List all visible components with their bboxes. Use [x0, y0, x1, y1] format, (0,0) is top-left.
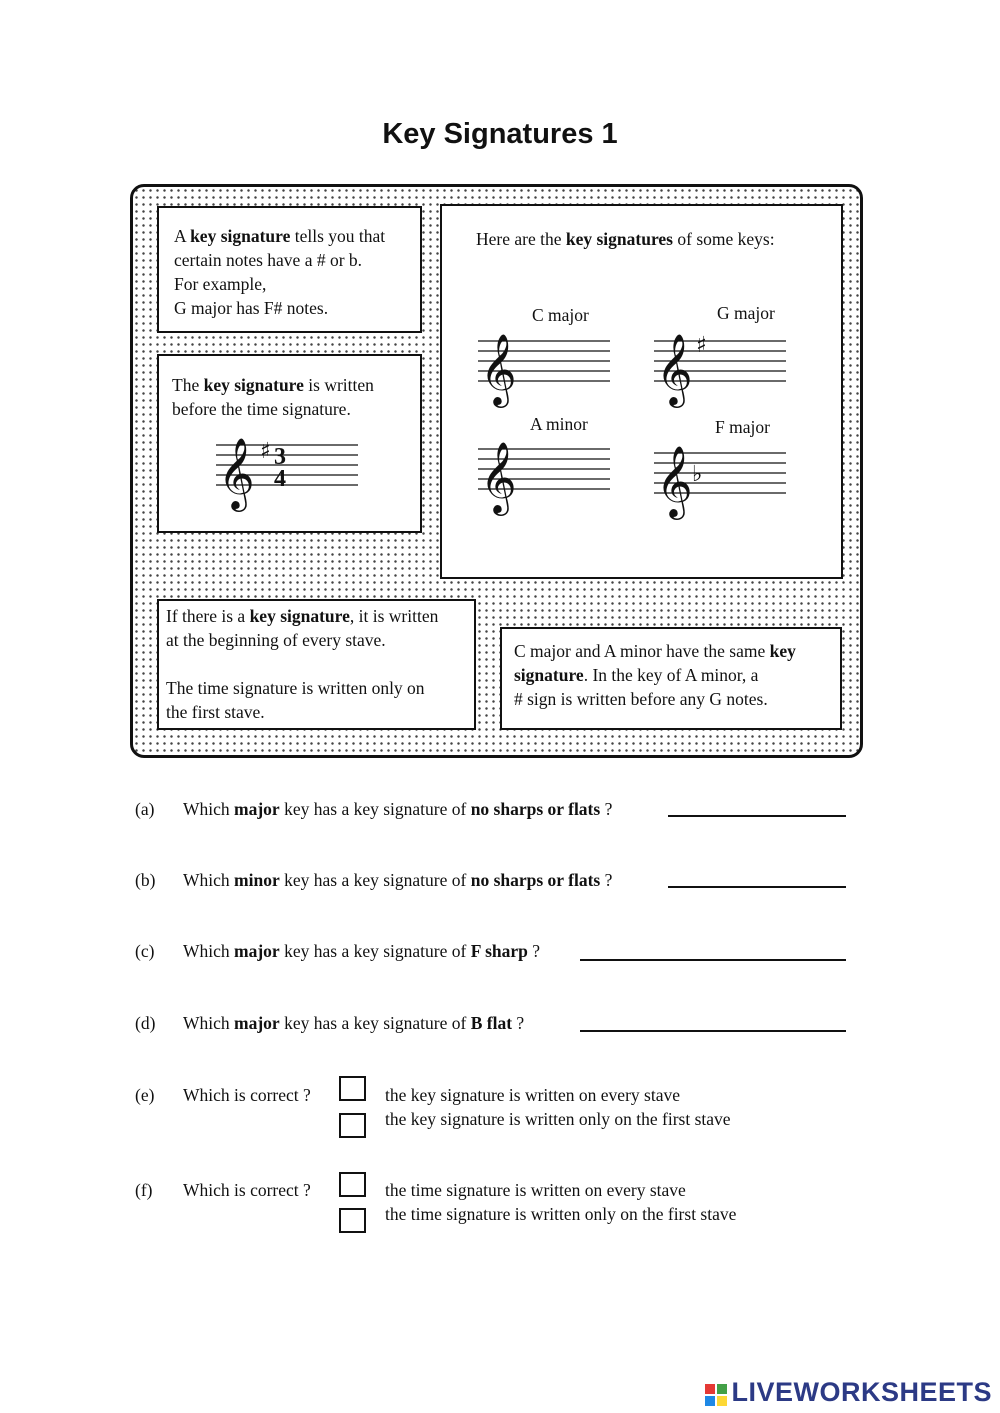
checkbox-f-first-stave[interactable] — [339, 1208, 366, 1233]
text: of some keys: — [673, 229, 775, 249]
staff-with-time-signature — [214, 428, 360, 513]
staff-label-f-major: F major — [715, 417, 770, 437]
question-label: (e) — [135, 1085, 155, 1105]
bold-term: major — [234, 799, 280, 819]
staff-label-c-major: C major — [532, 305, 589, 325]
text: Which — [183, 1013, 235, 1033]
staff-c-major — [476, 322, 612, 407]
text: key has a key signature of — [279, 870, 471, 890]
option-label: the time signature is written on every stave — [385, 1180, 686, 1200]
text-line: The time signature is written only on — [166, 678, 425, 698]
text: If there is a — [166, 606, 250, 626]
treble-clef-icon: 𝄞 — [480, 440, 517, 513]
flat-icon: ♭ — [692, 462, 703, 487]
text: A — [174, 226, 191, 246]
bold-term: major — [234, 941, 280, 961]
time-signature-bottom: 4 — [274, 466, 286, 492]
text: key has a key signature of — [279, 1013, 471, 1033]
question-label: (f) — [135, 1180, 153, 1200]
question-label: (b) — [135, 870, 156, 890]
treble-clef-icon: 𝄞 — [656, 332, 693, 405]
sharp-icon: ♯ — [696, 333, 707, 358]
time-signature-top: 3 — [274, 444, 286, 470]
bold-term: key signature — [190, 226, 291, 246]
text: is written — [303, 375, 374, 395]
text: The — [172, 375, 204, 395]
answer-field-b[interactable] — [668, 886, 846, 888]
text: . In the key of A minor, a — [583, 665, 759, 685]
bold-term: signature — [514, 665, 584, 685]
staff-f-major — [652, 434, 788, 519]
text-line: certain notes have a # or b. — [174, 250, 363, 270]
text: ? — [512, 1013, 525, 1033]
treble-clef-icon: 𝄞 — [218, 436, 255, 509]
text: , it is written — [349, 606, 439, 626]
staff-g-major — [652, 322, 788, 407]
checkbox-e-every-stave[interactable] — [339, 1076, 366, 1101]
bold-term: key signature — [249, 606, 350, 626]
staff-a-minor — [476, 430, 612, 515]
question-label: (a) — [135, 799, 155, 819]
bold-term: minor — [234, 870, 280, 890]
text: ? — [527, 941, 541, 961]
answer-field-c[interactable] — [580, 959, 846, 961]
option-label: the key signature is written on every stave — [385, 1085, 680, 1105]
logo-text: LIVEWORKSHEETS — [731, 1377, 992, 1407]
text-line: before the time signature. — [172, 399, 351, 419]
option-label: the key signature is written only on the first stave — [385, 1109, 731, 1129]
question-label: (d) — [135, 1013, 156, 1033]
treble-clef-icon: 𝄞 — [480, 332, 517, 405]
text: C major and A minor have the same — [514, 641, 770, 661]
option-label: the time signature is written only on the first stave — [385, 1204, 737, 1224]
text: ? — [600, 799, 613, 819]
treble-clef-icon: 𝄞 — [656, 444, 693, 517]
question-text: Which is correct ? — [183, 1085, 311, 1105]
bold-term: B flat — [470, 1013, 513, 1033]
bold-term: key signatures — [565, 229, 673, 249]
bold-term: major — [234, 1013, 280, 1033]
text: Which — [183, 870, 235, 890]
text: Which — [183, 941, 235, 961]
text: ? — [600, 870, 613, 890]
sharp-icon: ♯ — [260, 439, 271, 464]
bold-term: no sharps or flats — [470, 870, 601, 890]
liveworksheets-logo — [705, 1377, 992, 1408]
text-line: For example, — [174, 274, 267, 294]
checkbox-f-every-stave[interactable] — [339, 1172, 366, 1197]
checkbox-e-first-stave[interactable] — [339, 1113, 366, 1138]
text: tells you that — [290, 226, 386, 246]
liveworksheets-mark-icon — [705, 1382, 727, 1404]
question-text: Which is correct ? — [183, 1180, 311, 1200]
text: key has a key signature of — [279, 799, 471, 819]
text-line: G major has F# notes. — [174, 298, 329, 318]
staff-label-g-major: G major — [717, 303, 775, 323]
answer-field-d[interactable] — [580, 1030, 846, 1032]
bold-term: F sharp — [470, 941, 528, 961]
page-title: Key Signatures 1 — [382, 118, 618, 150]
info-box-every-stave — [157, 599, 476, 730]
text-line: at the beginning of every stave. — [166, 630, 386, 650]
text: Here are the — [476, 229, 566, 249]
bold-term: no sharps or flats — [470, 799, 601, 819]
answer-field-a[interactable] — [668, 815, 846, 817]
info-box-relative-minor — [500, 627, 842, 730]
text-line: the first stave. — [166, 702, 265, 722]
info-box-key-signature-definition — [157, 206, 422, 333]
text: Which — [183, 799, 235, 819]
text: key has a key signature of — [279, 941, 471, 961]
question-label: (c) — [135, 941, 155, 961]
text-line: # sign is written before any G notes. — [514, 689, 768, 709]
bold-term: key — [769, 641, 796, 661]
bold-term: key signature — [203, 375, 304, 395]
staff-label-a-minor: A minor — [530, 414, 588, 434]
